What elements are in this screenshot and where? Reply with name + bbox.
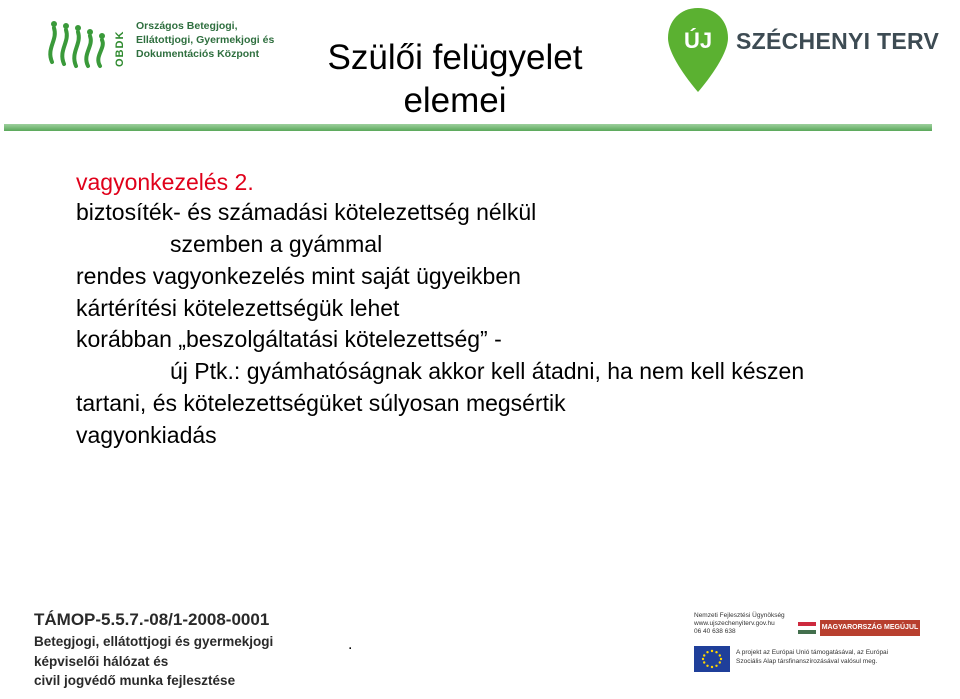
body-line: új Ptk.: gyámhatóságnak akkor kell átadni, ha nem kell készen <box>170 358 805 384</box>
nfu-phone: 06 40 638 638 <box>694 628 736 635</box>
eu-flag-icon <box>694 646 730 672</box>
eu-funding-line: A projekt az Európai Unió támogatásával, az Európai <box>736 649 889 656</box>
body-line: korábban „beszolgáltatási kötelezettség” - <box>76 326 502 352</box>
funding-logos <box>692 606 926 692</box>
project-description-line: Betegjogi, ellátottjogi és gyermekjogi <box>34 634 274 649</box>
szechenyi-terv-logo <box>666 6 940 98</box>
obdk-acronym: OBDK <box>114 30 126 68</box>
szt-pin-text: ÚJ <box>683 28 713 53</box>
map-pin-icon <box>666 6 730 94</box>
project-description-line: civil jogvédő munka fejlesztése <box>34 673 236 688</box>
body-line: tartani, és kötelezettségüket súlyosan megsértik <box>76 390 566 416</box>
obdk-mark-icon <box>44 18 116 74</box>
slide-title <box>290 36 620 122</box>
footer-dot: . <box>348 636 353 653</box>
body-line: kártérítési kötelezettségük lehet <box>76 295 400 321</box>
obdk-name-line-2: Ellátottjogi, Gyermekjogi és <box>136 34 275 46</box>
eu-funding-statement <box>736 648 888 666</box>
magyarorszag-megujul-banner: MAGYARORSZÁG MEGÚJUL <box>820 620 920 636</box>
nfu-info <box>694 612 785 636</box>
nfu-website: www.ujszechenyiterv.gov.hu <box>694 620 775 627</box>
slide-title-line-1: Szülői felügyelet <box>327 38 583 77</box>
hungarian-flag-icon <box>798 622 816 634</box>
body-line: szemben a gyámmal <box>170 231 383 257</box>
body-line: vagyonkiadás <box>76 422 217 448</box>
nfu-name: Nemzeti Fejlesztési Ügynökség <box>694 612 785 619</box>
eu-funding-line: Szociális Alap társfinanszírozásával valósul meg. <box>736 658 878 665</box>
obdk-name-line-1: Országos Betegjogi, <box>136 20 238 32</box>
body-line: rendes vagyonkezelés mint saját ügyeikben <box>76 263 521 289</box>
body-heading: vagyonkezelés 2. <box>76 169 254 195</box>
body-line: biztosíték- és számadási kötelezettség nélkül <box>76 199 537 225</box>
header-divider <box>4 124 932 131</box>
szechenyi-terv-text: SZÉCHENYI TERV <box>736 28 940 54</box>
obdk-name-line-3: Dokumentációs Központ <box>136 48 260 60</box>
slide-title-line-2: elemei <box>403 81 507 120</box>
obdk-logo <box>44 12 274 82</box>
project-code: TÁMOP-5.5.7.-08/1-2008-0001 <box>34 610 270 629</box>
project-description-line: képviselői hálózat és <box>34 654 169 669</box>
